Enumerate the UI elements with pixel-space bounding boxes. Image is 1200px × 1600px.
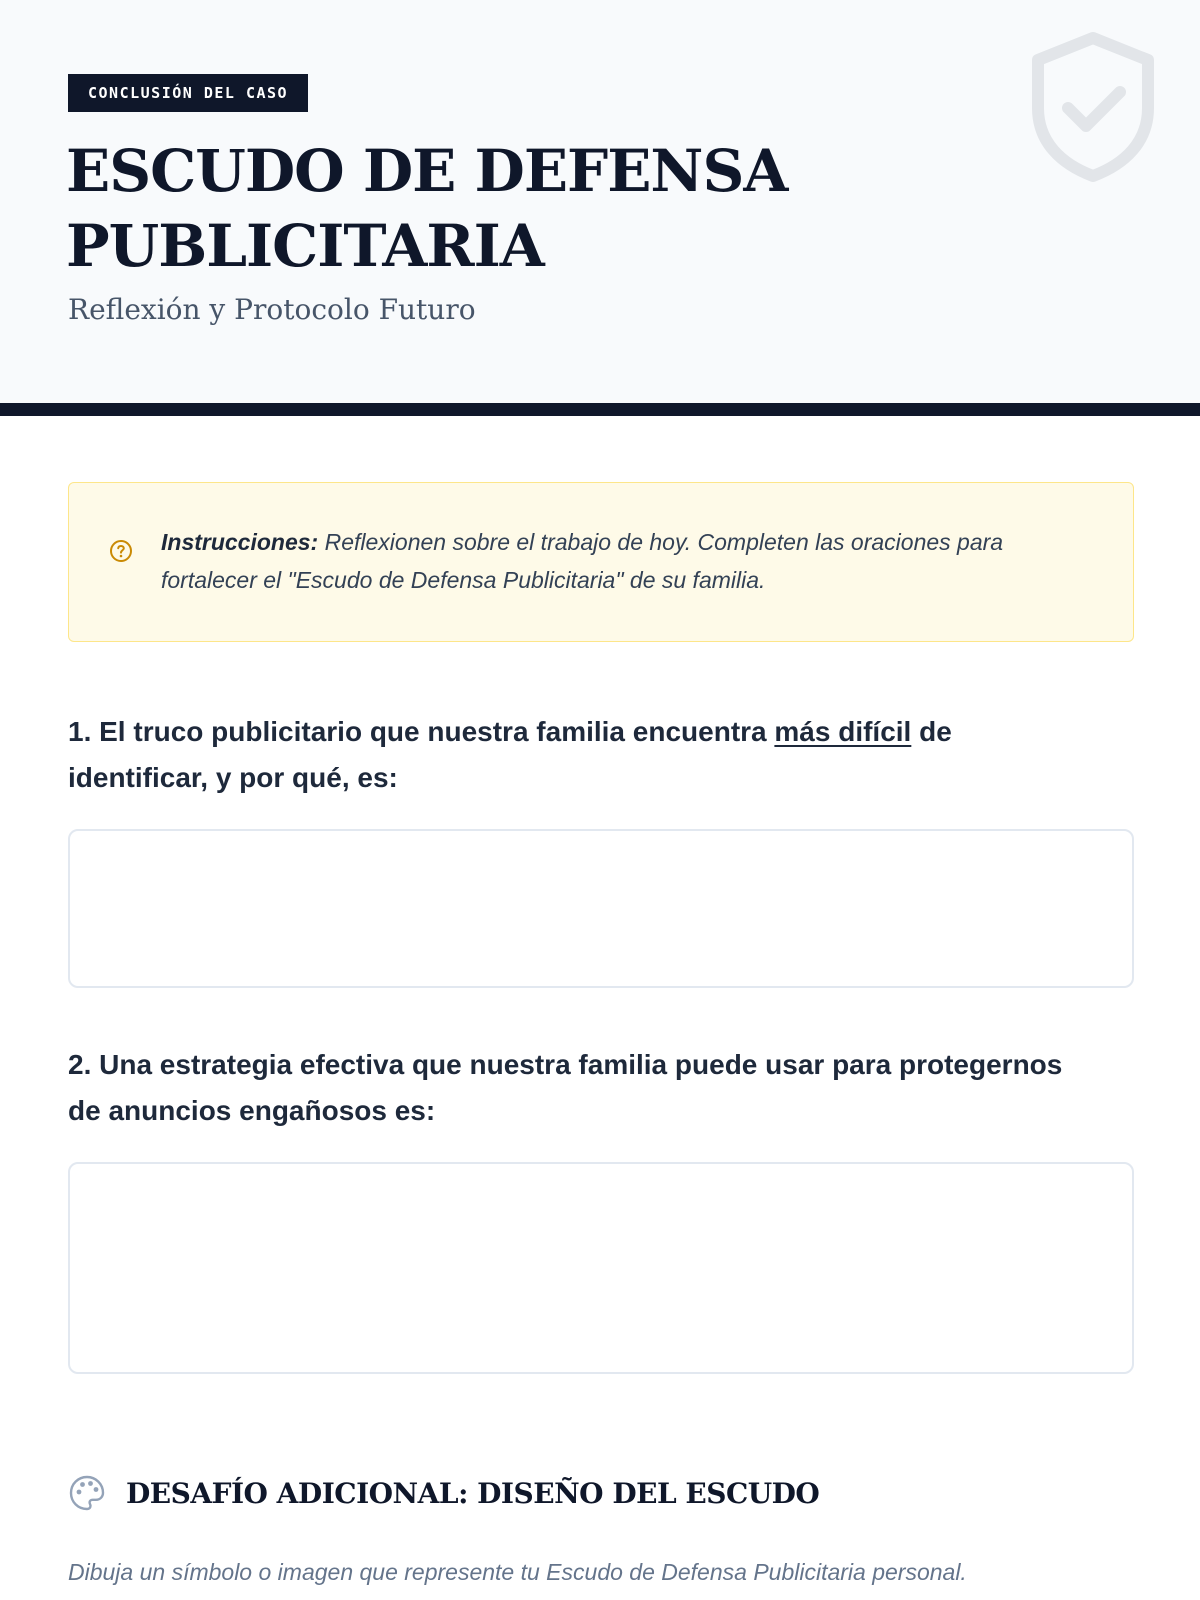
answer-2-field[interactable] xyxy=(68,1162,1134,1374)
shield-check-icon xyxy=(1028,30,1158,184)
challenge-description: Dibuja un símbolo o imagen que represente tu Escudo de Defensa Publicitaria personal. xyxy=(68,1559,967,1585)
question-2: 2. Una estrategia efectiva que nuestra familia puede usar para protegernos de anuncios engañosos es: xyxy=(68,1049,1063,1126)
instructions-note xyxy=(68,482,1134,642)
challenge-title: DESAFÍO ADICIONAL: DISEÑO DEL ESCUDO xyxy=(126,1477,820,1510)
page-title: ESCUDO DE DEFENSA PUBLICITARIA xyxy=(66,137,788,280)
page-subtitle: Reflexión y Protocolo Futuro xyxy=(68,293,476,326)
page-header xyxy=(0,0,1200,403)
case-badge: CONCLUSIÓN DEL CASO xyxy=(68,74,308,112)
question-1-emphasis: más difícil xyxy=(774,716,912,747)
question-1-prefix: 1. El truco publicitario que nuestra familia encuentra xyxy=(68,716,775,747)
question-1 xyxy=(68,709,1088,801)
palette-icon xyxy=(68,1474,106,1512)
answer-1-field[interactable] xyxy=(68,829,1134,988)
instructions-label: Instrucciones: xyxy=(161,529,319,555)
question-1-suffix: de identificar, y por qué, es: xyxy=(68,716,952,793)
help-circle-icon xyxy=(109,539,133,563)
instructions-body: Reflexionen sobre el trabajo de hoy. Completen las oraciones para fortalecer el "Escudo de Defensa Publicitaria" de su familia. xyxy=(161,529,1004,593)
header-divider xyxy=(0,403,1200,416)
instructions-text xyxy=(161,523,1101,599)
